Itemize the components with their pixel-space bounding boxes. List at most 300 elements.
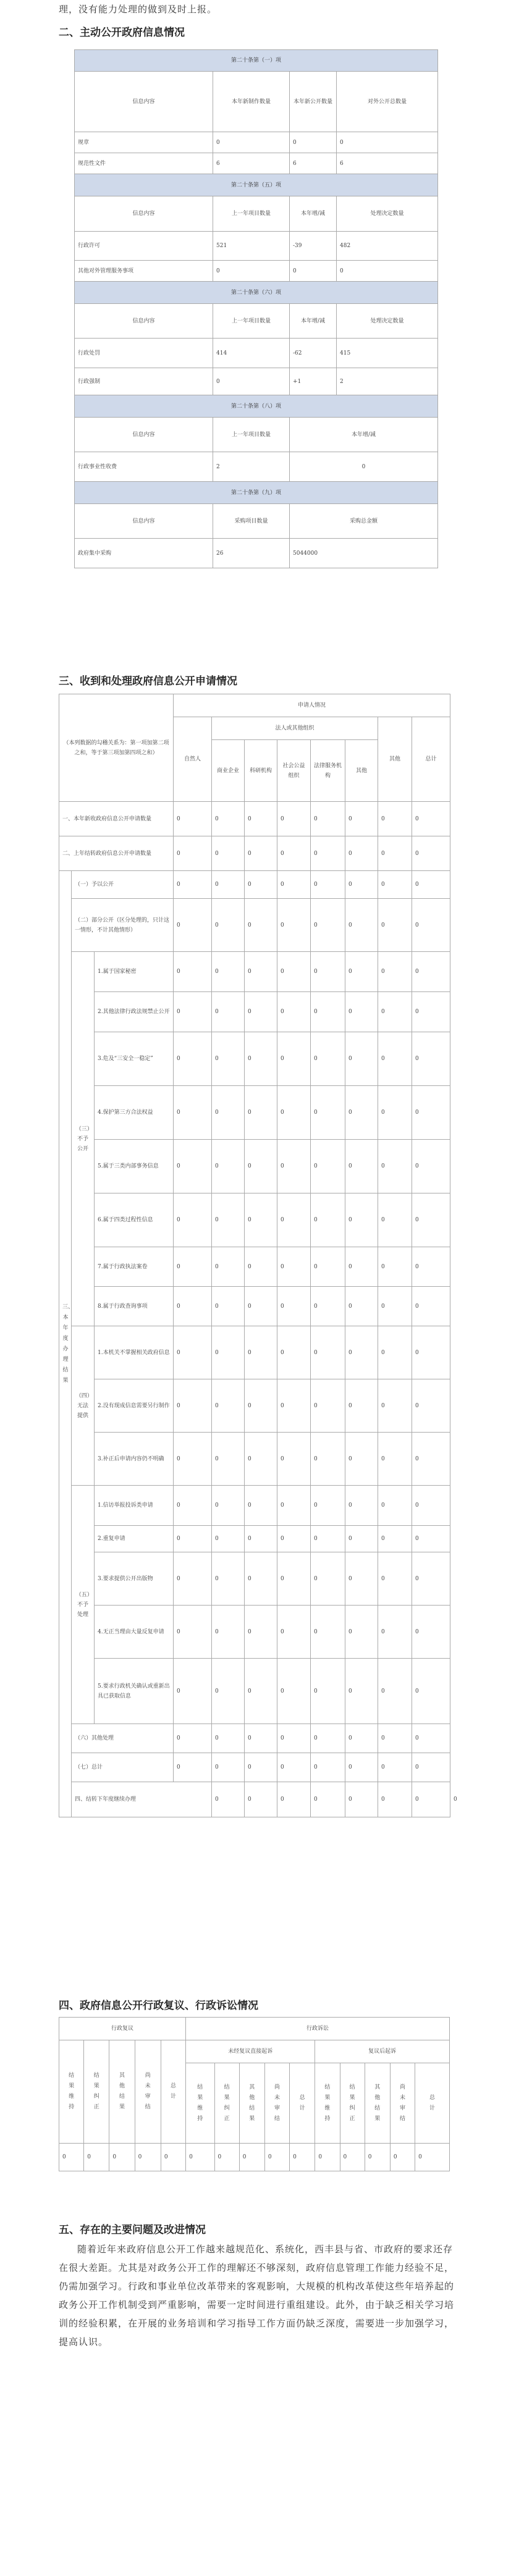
value-cell: 0	[378, 1552, 412, 1606]
value-cell: 0	[412, 871, 450, 899]
value-cell: 0	[277, 1552, 311, 1606]
group-3-label: 三、本年度办理结果	[62, 1303, 74, 1384]
total-header: 总计	[412, 717, 450, 802]
value-cell: 0	[277, 899, 311, 952]
review-header: 行政复议	[59, 2018, 186, 2040]
col-header: 尚未审结	[145, 2073, 151, 2110]
other-header: 其他	[378, 717, 412, 802]
value-cell: 0	[277, 802, 311, 836]
value-cell: 0	[277, 1247, 311, 1287]
value-cell: 0	[311, 1526, 345, 1552]
value-cell: 0	[277, 992, 311, 1032]
row-label: 一、本年新收政府信息公开申请数量	[59, 802, 174, 836]
litigation-header: 行政诉讼	[186, 2018, 450, 2040]
value-cell: 0	[174, 952, 212, 992]
value-cell: 0	[311, 1326, 345, 1379]
value-cell: 0	[174, 1086, 212, 1140]
value-cell: 0	[378, 1247, 412, 1287]
value-cell: 0	[412, 1659, 450, 1724]
value-cell: 0	[174, 1552, 212, 1606]
value-cell: 0	[412, 1193, 450, 1247]
value-cell: 0	[245, 1193, 277, 1247]
value-cell: 0	[412, 802, 450, 836]
value-cell: 0	[378, 899, 412, 952]
value-cell: 0	[277, 1032, 311, 1086]
value-cell: 0	[277, 836, 311, 871]
cell: 行政许可	[75, 232, 213, 261]
value-cell: 0	[345, 1086, 378, 1140]
value-cell: 0	[212, 1724, 245, 1753]
value-cell: 0	[174, 1379, 212, 1433]
value-cell: 0	[245, 836, 277, 871]
value-cell: 0	[212, 1287, 245, 1326]
value-cell: 0	[277, 871, 311, 899]
value-cell: 0	[345, 899, 378, 952]
value-cell: 0	[378, 1486, 412, 1526]
cell: -62	[290, 339, 337, 368]
value-cell: 0	[311, 1287, 345, 1326]
value-cell: 0	[378, 871, 412, 899]
value-cell: 0	[277, 1326, 311, 1379]
table-row	[59, 1247, 450, 1287]
table-row	[59, 1086, 450, 1140]
header-cell: 信息内容	[75, 72, 213, 132]
row-label: 5.要求行政机关确认或重新出具已获取信息	[95, 1659, 174, 1724]
table-row	[59, 2144, 450, 2171]
value-cell: 0	[345, 1140, 378, 1193]
table-row	[59, 1552, 450, 1606]
row-label: 2.重复申请	[95, 1526, 174, 1552]
value-cell: 0	[174, 836, 212, 871]
table-row	[59, 1486, 450, 1526]
row-label: （六）其他处理	[72, 1724, 174, 1753]
value-cell: 0	[245, 899, 277, 952]
block-title: 第二十条第（九）项	[75, 482, 438, 504]
row-label: 3.要求提供公开出版物	[95, 1552, 174, 1606]
value-cell: 0	[264, 2144, 289, 2171]
value-cell: 0	[212, 836, 245, 871]
value-cell: 0	[174, 899, 212, 952]
row-label: 3.补正后申请内容仍不明确	[95, 1433, 174, 1486]
value-cell: 0	[174, 1193, 212, 1247]
col-header: 结果维持	[197, 2084, 203, 2122]
value-cell: 0	[345, 1552, 378, 1606]
value-cell: 0	[315, 2144, 340, 2171]
row-label: 4.保护第三方合法权益	[95, 1086, 174, 1140]
table-row	[75, 153, 438, 174]
block-title: 第二十条第（六）项	[75, 282, 438, 304]
header-cell: 本年增/减	[290, 418, 438, 452]
value-cell: 0	[277, 1140, 311, 1193]
business-header: 商业企业	[212, 740, 245, 802]
value-cell: 0	[378, 1782, 412, 1817]
value-cell: 0	[365, 2144, 390, 2171]
value-cell: 0	[378, 992, 412, 1032]
value-cell: 0	[245, 1326, 277, 1379]
col-header: 其他结果	[249, 2084, 255, 2122]
value-cell: 0	[174, 1032, 212, 1086]
table-row	[59, 1140, 450, 1193]
value-cell: 0	[412, 1782, 450, 1817]
header-cell: 信息内容	[75, 504, 213, 539]
table-row	[59, 1724, 450, 1753]
row-label: 4.无正当理由大量反复申请	[95, 1606, 174, 1659]
after-review-header: 复议后起诉	[315, 2040, 450, 2063]
value-cell: 0	[245, 1433, 277, 1486]
value-cell: 0	[412, 1379, 450, 1433]
section-4-heading: 四、政府信息公开行政复议、行政诉讼情况	[59, 2000, 258, 2012]
value-cell: 0	[345, 1032, 378, 1086]
header-cell: 信息内容	[75, 304, 213, 339]
row-label: 四、结转下年度继续办理	[72, 1782, 212, 1817]
col-header: 总计	[170, 2083, 176, 2100]
value-cell: 0	[212, 1086, 245, 1140]
cell: 0	[290, 132, 337, 153]
row-label: 2.其他法律行政法规禁止公开	[95, 992, 174, 1032]
cell: 0	[213, 261, 290, 282]
value-cell: 0	[378, 1287, 412, 1326]
cell: 415	[337, 339, 438, 368]
value-cell: 0	[212, 1552, 245, 1606]
value-cell: 0	[212, 1193, 245, 1247]
value-cell: 0	[412, 899, 450, 952]
value-cell: 0	[277, 1753, 311, 1782]
row-label: 5.属于三类内部事务信息	[95, 1140, 174, 1193]
value-cell: 0	[412, 1526, 450, 1552]
value-cell: 0	[345, 1659, 378, 1724]
value-cell: 0	[311, 899, 345, 952]
value-cell: 0	[311, 1782, 345, 1817]
value-cell: 0	[245, 802, 277, 836]
cell: 其他对外管理服务事项	[75, 261, 213, 282]
table-row	[59, 1659, 450, 1724]
table-row	[59, 1193, 450, 1247]
value-cell: 0	[245, 871, 277, 899]
row-label: 8.属于行政查询事项	[95, 1287, 174, 1326]
value-cell: 0	[245, 1753, 277, 1782]
value-cell: 0	[277, 1782, 311, 1817]
header-cell: 上一年项目数量	[213, 196, 290, 232]
value-cell: 0	[174, 1486, 212, 1526]
issues-paragraph: 随着近年来政府信息公开工作越来越规范化、系统化，西丰县与省、市政府的要求还存在很大差距。尤其是对政务公开工作的理解还不够深刻，政府信息管理工作能力经验不足，仍需加强学习。行政和事业单位改革带来的客观影响，大规模的机构改革使这些年培养起的政务公开工作机制受到严重影响，需要一定时间进行重组建设。此外，由于缺乏相关学习培训的经验积累，在开展的业务培训和学习指导工作方面仍缺乏深度，需要进一步加强学习，提高认识。	[59, 2244, 455, 2347]
row-label: 2.没有现成信息需要另行制作	[95, 1379, 174, 1433]
value-cell: 0	[245, 1526, 277, 1552]
corner-note: （本列数据的勾稽关系为：第一项加第二项之和，等于第三项加第四项之和）	[59, 694, 174, 802]
value-cell: 0	[345, 1782, 378, 1817]
value-cell: 0	[245, 952, 277, 992]
cell: 行政事业性收费	[75, 452, 213, 482]
value-cell: 0	[378, 802, 412, 836]
value-cell: 0	[277, 952, 311, 992]
proactive-disclosure-table	[74, 49, 438, 568]
cell: 521	[213, 232, 290, 261]
cell: 0	[337, 261, 438, 282]
value-cell: 0	[345, 871, 378, 899]
value-cell: 0	[311, 1552, 345, 1606]
value-cell: 0	[212, 952, 245, 992]
value-cell: 0	[212, 899, 245, 952]
cell: 5044000	[290, 539, 438, 568]
value-cell: 0	[212, 802, 245, 836]
value-cell: 0	[212, 1247, 245, 1287]
section-5-heading: 五、存在的主要问题及改进情况	[59, 2224, 206, 2236]
cell: 6	[213, 153, 290, 174]
other-sub-header: 其他	[345, 740, 378, 802]
col-header: 总计	[429, 2094, 436, 2111]
col-header: 结果纠正	[224, 2084, 230, 2122]
value-cell: 0	[412, 1606, 450, 1659]
value-cell: 0	[212, 1032, 245, 1086]
cell: 482	[337, 232, 438, 261]
cell: 0	[290, 261, 337, 282]
value-cell: 0	[345, 992, 378, 1032]
value-cell: 0	[412, 1753, 450, 1782]
value-cell: 0	[245, 1486, 277, 1526]
research-header: 科研机构	[245, 740, 277, 802]
value-cell: 0	[345, 1753, 378, 1782]
table-row	[59, 836, 450, 871]
table-row	[59, 1287, 450, 1326]
table-row	[59, 899, 450, 952]
value-cell: 0	[345, 1326, 378, 1379]
value-cell: 0	[412, 1287, 450, 1326]
header-cell: 本年新制作数量	[213, 72, 290, 132]
value-cell: 0	[59, 2144, 84, 2171]
value-cell: 0	[161, 2144, 185, 2171]
value-cell: 0	[311, 1379, 345, 1433]
value-cell: 0	[245, 992, 277, 1032]
value-cell: 0	[311, 1140, 345, 1193]
value-cell: 0	[245, 1086, 277, 1140]
value-cell: 0	[412, 1552, 450, 1606]
value-cell: 0	[412, 1326, 450, 1379]
value-cell: 0	[174, 871, 212, 899]
group-d-label: （四）无法提供	[72, 1326, 95, 1486]
cell: 政府集中采购	[75, 539, 213, 568]
value-cell: 0	[412, 1086, 450, 1140]
value-cell: 0	[212, 1606, 245, 1659]
row-label: 1.本机关不掌握相关政府信息	[95, 1326, 174, 1379]
value-cell: 0	[212, 1433, 245, 1486]
value-cell: 0	[174, 1140, 212, 1193]
value-cell: 0	[345, 1247, 378, 1287]
value-cell: 0	[290, 2144, 315, 2171]
value-cell: 0	[378, 1140, 412, 1193]
col-header: 总计	[299, 2094, 305, 2111]
header-cell: 信息内容	[75, 196, 213, 232]
header-cell: 处理决定数量	[337, 304, 438, 339]
value-cell: 0	[345, 1433, 378, 1486]
value-cell: 0	[212, 992, 245, 1032]
value-cell: 0	[311, 1659, 345, 1724]
value-cell: 0	[212, 871, 245, 899]
value-cell: 0	[212, 1326, 245, 1379]
col-header: 尚未审结	[399, 2084, 405, 2122]
value-cell: 0	[84, 2144, 109, 2171]
col-header: 结果纠正	[93, 2073, 99, 2110]
value-cell: 0	[212, 1659, 245, 1724]
section-2-heading: 二、主动公开政府信息情况	[59, 27, 185, 39]
value-cell: 0	[277, 1193, 311, 1247]
direct-suit-header: 未经复议直接起诉	[186, 2040, 315, 2063]
social-header: 社会公益组织	[277, 740, 311, 802]
cell: 6	[337, 153, 438, 174]
table-row	[75, 261, 438, 282]
value-cell: 0	[412, 1724, 450, 1753]
value-cell: 0	[378, 1326, 412, 1379]
cell: 0	[213, 368, 290, 395]
header-cell: 处理决定数量	[337, 196, 438, 232]
cell: 规范性文件	[75, 153, 213, 174]
value-cell: 0	[390, 2144, 415, 2171]
table-row	[59, 952, 450, 992]
value-cell: 0	[186, 2144, 214, 2171]
value-cell: 0	[245, 1659, 277, 1724]
value-cell: 0	[109, 2144, 135, 2171]
table-row	[75, 132, 438, 153]
natural-person-header: 自然人	[174, 717, 212, 802]
header-cell: 本年增/减	[290, 196, 337, 232]
value-cell: 0	[311, 836, 345, 871]
value-cell: 0	[415, 2144, 450, 2171]
header-cell: 信息内容	[75, 418, 213, 452]
value-cell: 0	[311, 1724, 345, 1753]
table-row	[59, 802, 450, 836]
value-cell: 0	[277, 1486, 311, 1526]
cell: +1	[290, 368, 337, 395]
value-cell: 0	[412, 836, 450, 871]
value-cell: 0	[345, 1724, 378, 1753]
value-cell: 0	[245, 1782, 277, 1817]
value-cell: 0	[345, 1287, 378, 1326]
table-row	[59, 992, 450, 1032]
row-label: 1.信访举报投诉类申请	[95, 1486, 174, 1526]
col-header: 尚未审结	[274, 2084, 280, 2122]
group-c-label: （三）不予公开	[72, 952, 95, 1326]
value-cell: 0	[378, 1379, 412, 1433]
value-cell: 0	[311, 802, 345, 836]
value-cell: 0	[378, 1526, 412, 1552]
table-row	[75, 452, 438, 482]
application-table	[59, 694, 457, 1817]
value-cell: 0	[311, 1753, 345, 1782]
value-cell: 0	[311, 871, 345, 899]
value-cell: 0	[174, 1659, 212, 1724]
value-cell: 0	[311, 1247, 345, 1287]
value-cell: 0	[311, 992, 345, 1032]
value-cell: 0	[378, 1606, 412, 1659]
header-cell: 采购项目数量	[213, 504, 290, 539]
cell: 规章	[75, 132, 213, 153]
row-label: 二、上年结转政府信息公开申请数量	[59, 836, 174, 871]
legal-entity-header: 法人或其他组织	[212, 717, 378, 740]
value-cell: 0	[277, 1724, 311, 1753]
table-row	[75, 539, 438, 568]
value-cell: 0	[311, 1433, 345, 1486]
cell: 0	[213, 132, 290, 153]
col-header: 其他结果	[119, 2073, 125, 2110]
applicant-header: 申请人情况	[174, 694, 450, 717]
value-cell: 0	[245, 1552, 277, 1606]
cell: 2	[337, 368, 438, 395]
table-row	[59, 1032, 450, 1086]
lawfirm-header: 法律服务机构	[311, 740, 345, 802]
value-cell: 0	[277, 1606, 311, 1659]
value-cell: 0	[311, 1486, 345, 1526]
cell: 26	[213, 539, 290, 568]
value-cell: 0	[412, 1247, 450, 1287]
value-cell: 0	[340, 2144, 365, 2171]
value-cell: 0	[378, 1433, 412, 1486]
value-cell: 0	[135, 2144, 161, 2171]
value-cell: 0	[311, 952, 345, 992]
value-cell: 0	[245, 1287, 277, 1326]
value-cell: 0	[412, 1486, 450, 1526]
cell: 414	[213, 339, 290, 368]
col-header: 结果纠正	[349, 2084, 355, 2122]
value-cell: 0	[214, 2144, 239, 2171]
header-cell: 上一年项目数量	[213, 304, 290, 339]
value-cell: 0	[174, 1433, 212, 1486]
cell: 行政强制	[75, 368, 213, 395]
value-cell: 0	[378, 1086, 412, 1140]
cell: 0	[337, 132, 438, 153]
header-cell: 采购总金额	[290, 504, 438, 539]
value-cell: 0	[412, 952, 450, 992]
value-cell: 0	[345, 1486, 378, 1526]
block-title: 第二十条第（五）项	[75, 174, 438, 196]
value-cell: 0	[239, 2144, 264, 2171]
row-label: （七）总计	[72, 1753, 174, 1782]
value-cell: 0	[378, 1193, 412, 1247]
value-cell: 0	[345, 1606, 378, 1659]
cell: 0	[290, 452, 438, 482]
table-row	[59, 1326, 450, 1379]
row-label: 1.属于国家秘密	[95, 952, 174, 992]
row-label: （二）部分公开（区分处理的，只计这一情形，不计其他情形）	[72, 899, 174, 952]
header-cell: 上一年项目数量	[213, 418, 290, 452]
value-cell: 0	[212, 1782, 245, 1817]
value-cell: 0	[412, 992, 450, 1032]
cell: 6	[290, 153, 337, 174]
value-cell: 0	[174, 1287, 212, 1326]
value-cell: 0	[345, 952, 378, 992]
col-header: 结果维持	[69, 2073, 75, 2110]
table-row	[59, 1606, 450, 1659]
value-cell: 0	[378, 1659, 412, 1724]
value-cell: 0	[345, 1379, 378, 1433]
table-row	[59, 1753, 450, 1782]
block-title: 第二十条第（一）项	[75, 50, 438, 72]
header-cell: 本年新公开数量	[290, 72, 337, 132]
value-cell: 0	[174, 802, 212, 836]
value-cell: 0	[174, 1526, 212, 1552]
col-header: 其他结果	[374, 2084, 381, 2122]
value-cell: 0	[212, 1379, 245, 1433]
header-cell: 本年增/减	[290, 304, 337, 339]
table-row: 四、结转下年度继续办理 0 0 0 0 0 0 0 0	[59, 1782, 450, 1817]
value-cell: 0	[212, 1140, 245, 1193]
value-cell: 0	[277, 1526, 311, 1552]
review-litigation-table	[59, 2017, 450, 2171]
value-cell: 0	[212, 1753, 245, 1782]
value-cell: 0	[174, 1724, 212, 1753]
value-cell: 0	[378, 1724, 412, 1753]
header-cell: 对外公开总数量	[337, 72, 438, 132]
value-cell: 0	[345, 802, 378, 836]
value-cell: 0	[245, 1140, 277, 1193]
value-cell: 0	[412, 1433, 450, 1486]
